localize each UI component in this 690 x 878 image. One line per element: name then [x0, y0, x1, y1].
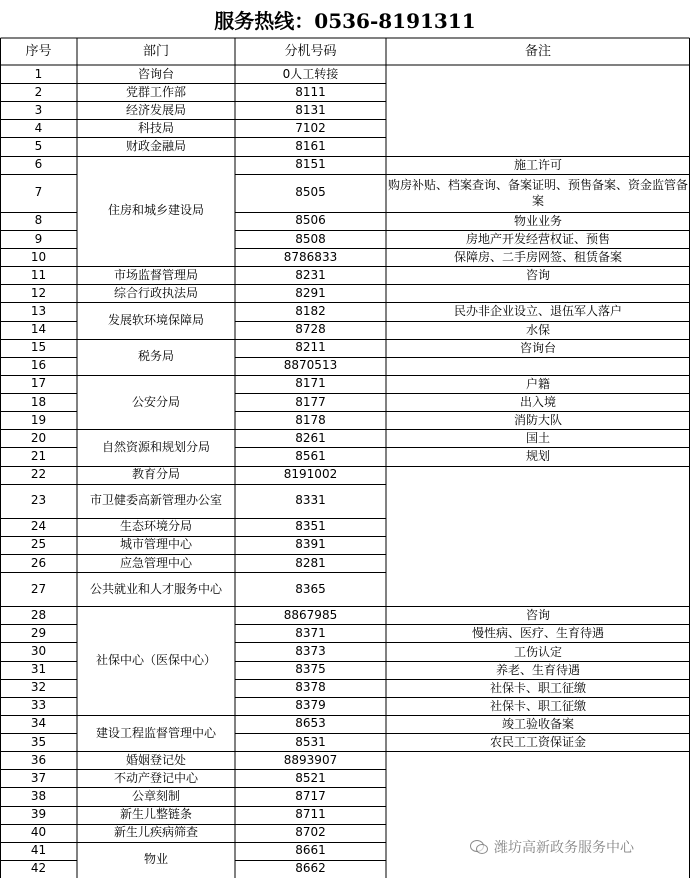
row-number: 35 [30, 734, 47, 749]
row-number: 28 [30, 607, 47, 622]
department-cell: 应急管理中心 [119, 555, 192, 570]
row-number: 1 [34, 66, 43, 81]
department-cell: 物业 [143, 852, 168, 867]
extension-number: 8728 [295, 322, 326, 337]
department-cell: 生态环境分局 [119, 519, 192, 534]
row-number: 11 [30, 267, 47, 282]
extension-number: 8375 [295, 662, 326, 677]
note-cell: 水保 [525, 322, 550, 337]
row-number: 27 [30, 581, 47, 596]
row-number: 38 [30, 788, 47, 803]
note-cell [386, 466, 690, 484]
note-cell: 养老、生育待遇 [495, 662, 580, 677]
note-cell: 购房补贴、档案查询、备案证明、预售备案、资金监管备案 [388, 177, 689, 208]
row-number: 8 [34, 213, 43, 228]
extension-number: 8662 [295, 861, 326, 876]
extension-number: 8281 [295, 555, 326, 570]
row-number: 40 [30, 825, 47, 840]
row-number: 4 [34, 120, 43, 135]
row-number: 5 [34, 139, 43, 154]
row-number: 25 [30, 537, 47, 552]
extension-number: 8521 [295, 770, 326, 785]
department-cell: 市卫健委高新管理办公室 [89, 493, 222, 508]
column-header: 序号 [25, 44, 52, 59]
row-number: 41 [30, 843, 47, 858]
row-number: 24 [30, 519, 47, 534]
row-number: 21 [30, 448, 47, 463]
department-cell: 城市管理中心 [119, 537, 192, 552]
extension-number: 8365 [295, 581, 326, 596]
note-cell [386, 554, 690, 572]
note-cell: 出入境 [519, 395, 556, 410]
department-cell: 婚姻登记处 [125, 752, 186, 767]
department-cell: 公共就业和人才服务中心 [89, 581, 222, 596]
extension-number: 8506 [295, 213, 326, 228]
department-cell: 住房和城乡建设局 [107, 203, 204, 218]
extension-number: 8508 [295, 231, 326, 246]
note-cell [386, 357, 690, 375]
department-cell: 新生儿整链条 [119, 807, 192, 822]
extension-number: 8351 [295, 519, 326, 534]
note-cell [386, 860, 690, 878]
note-cell: 咨询 [525, 608, 550, 623]
row-number: 33 [30, 698, 47, 713]
extension-number: 8211 [295, 340, 326, 355]
extension-number: 8717 [295, 788, 326, 803]
note-cell: 物业业务 [513, 213, 562, 228]
row-number: 14 [30, 322, 47, 337]
note-cell: 户籍 [525, 376, 550, 391]
row-number: 2 [34, 84, 43, 99]
extension-number: 8661 [295, 843, 326, 858]
note-cell: 房地产开发经营权证、预售 [465, 232, 610, 247]
row-number: 23 [30, 493, 47, 508]
extension-number: 8702 [295, 825, 326, 840]
note-cell [386, 518, 690, 536]
row-number: 30 [30, 644, 47, 658]
extension-number: 8261 [295, 430, 326, 445]
row-number: 32 [30, 680, 47, 695]
row-number: 19 [30, 412, 47, 427]
row-number: 18 [30, 394, 47, 409]
row-number: 39 [30, 807, 47, 822]
note-cell: 消防大队 [513, 413, 562, 428]
row-number: 31 [30, 662, 47, 677]
extension-number: 8231 [295, 267, 326, 282]
extension-number: 8786833 [283, 249, 338, 264]
row-number: 42 [30, 861, 47, 876]
extension-number: 8379 [295, 698, 326, 713]
row-number: 37 [30, 770, 47, 785]
extension-number: 8178 [295, 412, 326, 427]
note-cell: 施工许可 [513, 157, 562, 172]
note-cell [386, 536, 690, 554]
extension-number: 8182 [295, 303, 326, 318]
extension-number: 8151 [295, 157, 326, 172]
extension-number: 0人工转接 [282, 66, 339, 81]
note-cell [386, 137, 690, 155]
extension-number: 8870513 [283, 358, 338, 373]
extension-number: 8171 [295, 376, 326, 391]
note-cell [386, 787, 690, 805]
extension-number: 8867985 [283, 607, 338, 622]
row-number: 20 [30, 430, 47, 445]
department-cell: 经济发展局 [125, 102, 186, 117]
note-cell [386, 769, 690, 787]
row-number: 29 [30, 625, 47, 640]
note-cell: 咨询 [525, 268, 550, 283]
extension-number: 8373 [295, 644, 326, 658]
row-number: 10 [30, 249, 47, 264]
note-cell: 规划 [525, 449, 550, 464]
extension-number: 8505 [295, 185, 326, 200]
row-number: 22 [30, 467, 47, 482]
row-number: 13 [30, 303, 47, 318]
extension-number: 8561 [295, 448, 326, 463]
department-cell: 党群工作部 [125, 84, 186, 99]
note-cell: 工伤认定 [513, 644, 562, 659]
row-number: 36 [30, 752, 47, 767]
row-number: 26 [30, 555, 47, 570]
watermark-text: 潍坊高新政务服务中心 [494, 840, 634, 856]
department-cell: 科技局 [137, 120, 174, 135]
note-cell [386, 119, 690, 137]
extension-number: 8291 [295, 285, 326, 300]
note-cell [386, 101, 690, 119]
row-number: 17 [30, 376, 47, 391]
department-cell: 税务局 [137, 349, 174, 364]
department-cell: 发展软环境保障局 [107, 313, 204, 328]
page-title: 服务热线：0536-8191311 [214, 8, 476, 33]
extension-number: 7102 [295, 120, 326, 135]
note-cell: 慢性病、医疗、生育待遇 [471, 626, 604, 641]
watermark [470, 836, 634, 858]
note-cell: 农民工工资保证金 [489, 735, 586, 750]
department-cell: 公章刻制 [131, 788, 180, 803]
note-cell: 社保卡、职工征缴 [489, 680, 586, 695]
department-cell: 教育分局 [131, 467, 180, 482]
department-cell: 公安分局 [131, 394, 180, 409]
extension-number: 8653 [295, 716, 326, 731]
department-cell: 市场监督管理局 [113, 267, 198, 282]
row-number: 7 [34, 185, 43, 200]
note-cell: 社保卡、职工征缴 [489, 698, 586, 713]
note-cell [386, 284, 690, 302]
column-header: 分机号码 [284, 44, 337, 59]
department-cell: 新生儿疾病筛查 [113, 825, 198, 840]
department-cell: 财政金融局 [125, 139, 186, 154]
department-cell: 综合行政执法局 [113, 285, 198, 300]
row-number: 9 [34, 231, 43, 246]
wechat-icon [470, 840, 488, 854]
extension-number: 8391 [295, 537, 326, 552]
department-cell: 社保中心（医保中心） [95, 653, 216, 668]
extension-number: 8331 [295, 493, 326, 508]
note-cell [386, 806, 690, 824]
extension-number: 8177 [295, 394, 326, 409]
department-cell: 建设工程监督管理中心 [95, 725, 216, 740]
extension-number: 8191002 [283, 467, 338, 482]
note-cell: 国土 [525, 431, 550, 446]
row-number: 3 [34, 102, 43, 117]
row-number: 34 [30, 716, 47, 731]
department-cell: 不动产登记中心 [113, 770, 198, 785]
extension-number: 8131 [295, 102, 326, 117]
note-cell [386, 751, 690, 769]
row-number: 12 [30, 285, 47, 300]
column-header: 备注 [524, 44, 551, 59]
note-cell: 咨询台 [519, 340, 556, 355]
note-cell [386, 65, 690, 83]
department-cell: 自然资源和规划分局 [101, 439, 210, 454]
note-cell [386, 572, 690, 606]
note-cell: 民办非企业设立、退伍军人落户 [453, 304, 622, 319]
note-cell: 竣工验收备案 [501, 716, 574, 731]
column-header: 部门 [142, 44, 169, 59]
extension-number: 8531 [295, 734, 326, 749]
note-cell [386, 484, 690, 518]
row-number: 16 [30, 358, 47, 373]
extension-number: 8111 [295, 84, 326, 99]
extension-number: 8378 [295, 680, 326, 695]
row-number: 15 [30, 340, 47, 355]
extension-number: 8371 [295, 625, 326, 640]
extension-number: 8161 [295, 139, 326, 154]
extension-number: 8893907 [283, 752, 338, 767]
note-cell: 保障房、二手房网签、租赁备案 [453, 250, 622, 265]
note-cell [386, 83, 690, 101]
department-cell: 咨询台 [137, 66, 174, 81]
row-number: 6 [34, 157, 43, 172]
extension-number: 8711 [295, 807, 326, 822]
